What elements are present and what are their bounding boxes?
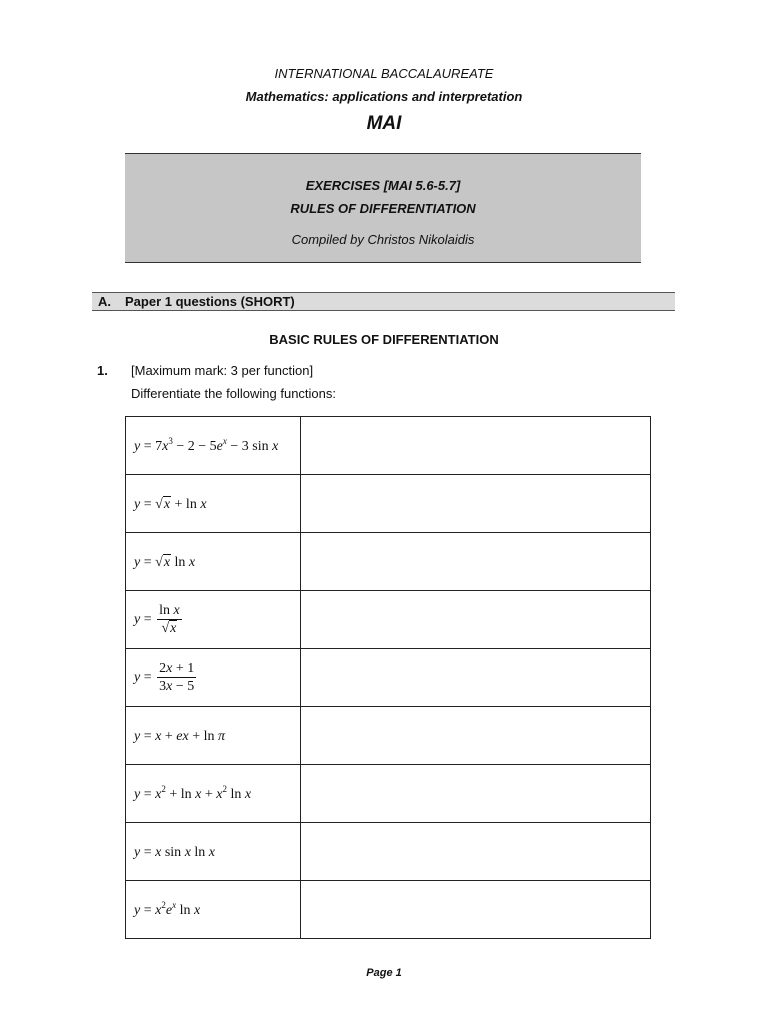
table-row [126, 417, 651, 475]
function-formula: y = √x + ln x [134, 496, 207, 512]
section-header [92, 292, 675, 311]
table-row [126, 533, 651, 591]
answer-cell[interactable] [301, 591, 651, 649]
function-cell [126, 475, 301, 533]
subject-title: Mathematics: applications and interpretation [245, 89, 523, 104]
function-cell [126, 765, 301, 823]
question-marks: [Maximum mark: 3 per function] [131, 363, 314, 378]
page-number: Page 1 [366, 967, 402, 979]
answer-cell[interactable] [301, 823, 651, 881]
table-row [126, 823, 651, 881]
exercise-title: EXERCISES [MAI 5.6-5.7] [305, 178, 461, 193]
exercise-topic: RULES OF DIFFERENTIATION [290, 201, 476, 216]
function-formula: $y = x^2e^x$ ln x [134, 899, 201, 918]
section-title: Paper 1 questions (SHORT) [125, 294, 295, 309]
function-formula: y = √x ln x [134, 554, 196, 570]
function-cell [126, 533, 301, 591]
exercise-author: Compiled by Christos Nikolaidis [291, 232, 475, 247]
function-cell [126, 823, 301, 881]
function-formula: y = $\frac{\text{ln x}}{√x}$ [134, 603, 180, 636]
function-formula: $y = 7x^3 - 2 - 5e^x - 3$ sin x [134, 435, 279, 454]
table-row [126, 475, 651, 533]
answer-cell[interactable] [301, 533, 651, 591]
function-formula: y = x + ex + ln π [134, 728, 225, 744]
function-formula: $y = x^2 + \ln x + x^2$ ln x [134, 783, 252, 802]
function-cell [126, 707, 301, 765]
table-row [126, 765, 651, 823]
question-number: 1. [97, 363, 108, 378]
function-formula: y = x sin x ln x [134, 844, 216, 860]
answer-cell[interactable] [301, 707, 651, 765]
section-letter: A. [98, 294, 111, 309]
table-row [126, 881, 651, 939]
topic-heading: BASIC RULES OF DIFFERENTIATION [269, 332, 499, 347]
answer-cell[interactable] [301, 765, 651, 823]
answer-cell[interactable] [301, 475, 651, 533]
exercise-title-box [125, 153, 641, 263]
table-row [126, 591, 651, 649]
table-row [126, 649, 651, 707]
function-formula: y = $\frac{2x + 1}{3x - 5}$ [134, 661, 195, 694]
answer-cell[interactable] [301, 881, 651, 939]
function-table [125, 416, 651, 939]
question-instruction: Differentiate the following functions: [131, 386, 336, 401]
course-code: MAI [366, 113, 402, 134]
function-cell [126, 417, 301, 475]
table-row [126, 707, 651, 765]
answer-cell[interactable] [301, 649, 651, 707]
answer-cell[interactable] [301, 417, 651, 475]
function-cell [126, 649, 301, 707]
function-cell [126, 881, 301, 939]
function-cell [126, 591, 301, 649]
institution-title: INTERNATIONAL BACCALAUREATE [274, 66, 494, 81]
